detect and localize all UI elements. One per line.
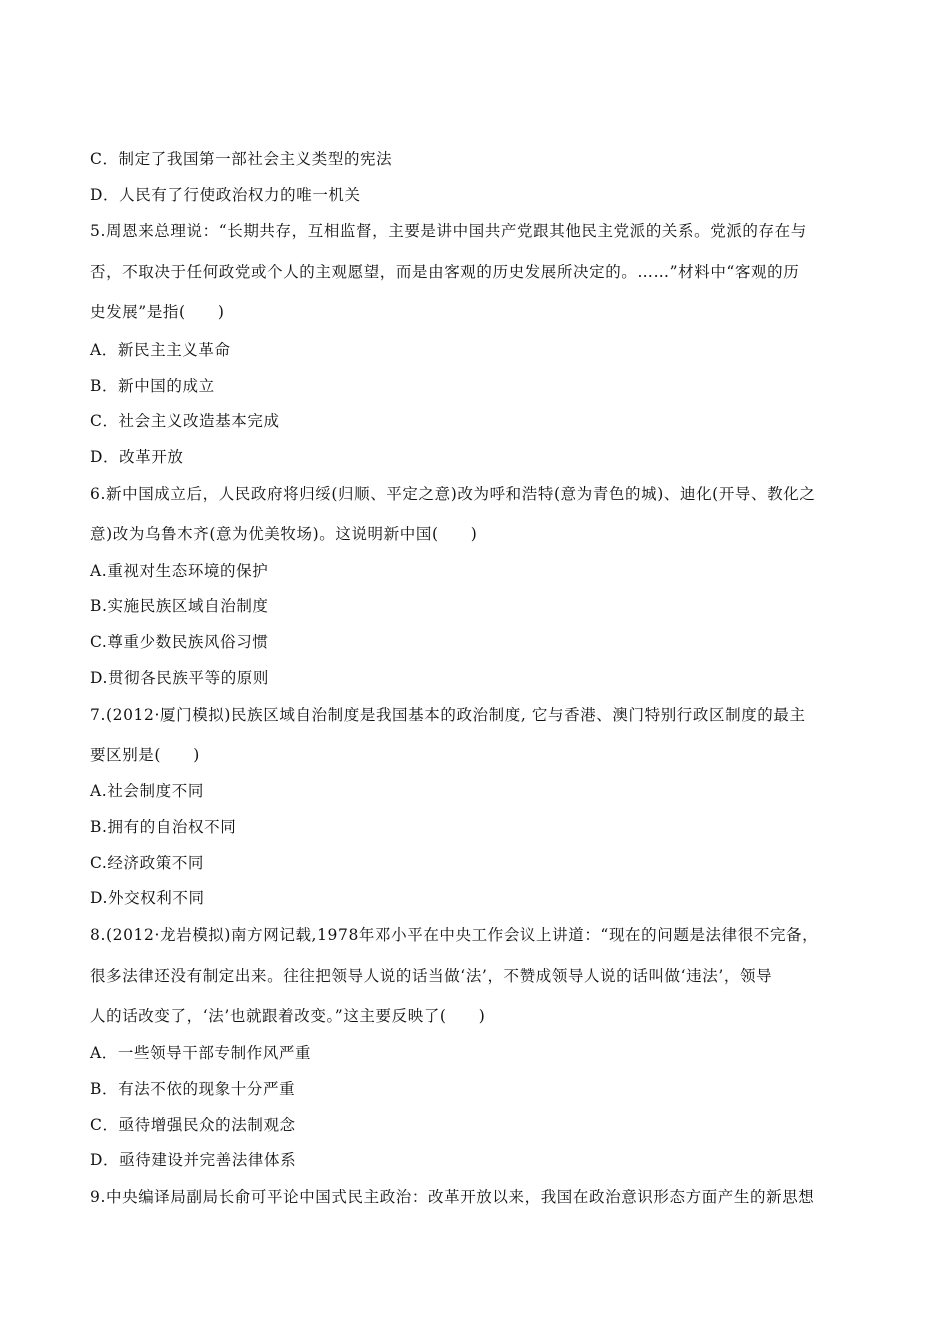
q5-option-b: B．新中国的成立 <box>90 377 215 395</box>
q4-option-d: D．人民有了行使政治权力的唯一机关 <box>90 186 361 204</box>
q9-stem-line-1: 9.中央编译局副局长俞可平论中国式民主政治：改革开放以来，我国在政治意识形态方面产生的新思想 <box>90 1188 815 1206</box>
q8-stem-line-3: 人的话改变了，‘法’也就跟着改变。”这主要反映了( ) <box>90 1007 486 1025</box>
q6-stem-line-2: 意)改为乌鲁木齐(意为优美牧场)。这说明新中国( ) <box>90 525 478 543</box>
q5-option-c: C．社会主义改造基本完成 <box>90 412 280 430</box>
q5-stem-line-1: 5.周恩来总理说：“长期共存，互相监督，主要是讲中国共产党跟其他民主党派的关系。党派的存在与 <box>90 222 807 240</box>
q8-option-c: C．亟待增强民众的法制观念 <box>90 1116 296 1134</box>
q7-option-d: D.外交权利不同 <box>90 889 205 907</box>
q6-option-c: C.尊重少数民族风俗习惯 <box>90 633 269 651</box>
q7-option-b: B.拥有的自治权不同 <box>90 818 237 836</box>
q7-option-a: A.社会制度不同 <box>90 782 204 800</box>
q6-option-b: B.实施民族区域自治制度 <box>90 597 269 615</box>
q4-option-c: C．制定了我国第一部社会主义类型的宪法 <box>90 150 393 168</box>
q5-stem-line-2: 否，不取决于任何政党或个人的主观愿望，而是由客观的历史发展所决定的。……”材料中“客观的历 <box>90 263 800 281</box>
q8-option-d: D．亟待建设并完善法律体系 <box>90 1151 297 1169</box>
q8-option-a: A．一些领导干部专制作风严重 <box>90 1044 312 1062</box>
q8-option-b: B．有法不依的现象十分严重 <box>90 1080 296 1098</box>
q6-stem-line-1: 6.新中国成立后，人民政府将归绥(归顺、平定之意)改为呼和浩特(意为青色的城)、迪化(开导、教化之 <box>90 485 816 503</box>
q6-option-a: A.重视对生态环境的保护 <box>90 562 269 580</box>
q5-option-d: D．改革开放 <box>90 448 184 466</box>
q7-stem-line-2: 要区别是( ) <box>90 746 200 764</box>
q7-option-c: C.经济政策不同 <box>90 854 205 872</box>
q5-stem-line-3: 史发展”是指( ) <box>90 303 225 321</box>
q7-stem-line-1: 7.(2012·厦门模拟)民族区域自治制度是我国基本的政治制度, 它与香港、澳门特别行政区制度的最主 <box>90 706 806 724</box>
q5-option-a: A．新民主主义革命 <box>90 341 231 359</box>
q8-stem-line-2: 很多法律还没有制定出来。往往把领导人说的话当做‘法’，不赞成领导人说的话叫做‘违法’，领导 <box>90 967 773 985</box>
q6-option-d: D.贯彻各民族平等的原则 <box>90 669 270 687</box>
q8-stem-line-1: 8.(2012·龙岩模拟)南方网记载,1978年邓小平在中央工作会议上讲道：“现在的问题是法律很不完备， <box>90 926 819 944</box>
